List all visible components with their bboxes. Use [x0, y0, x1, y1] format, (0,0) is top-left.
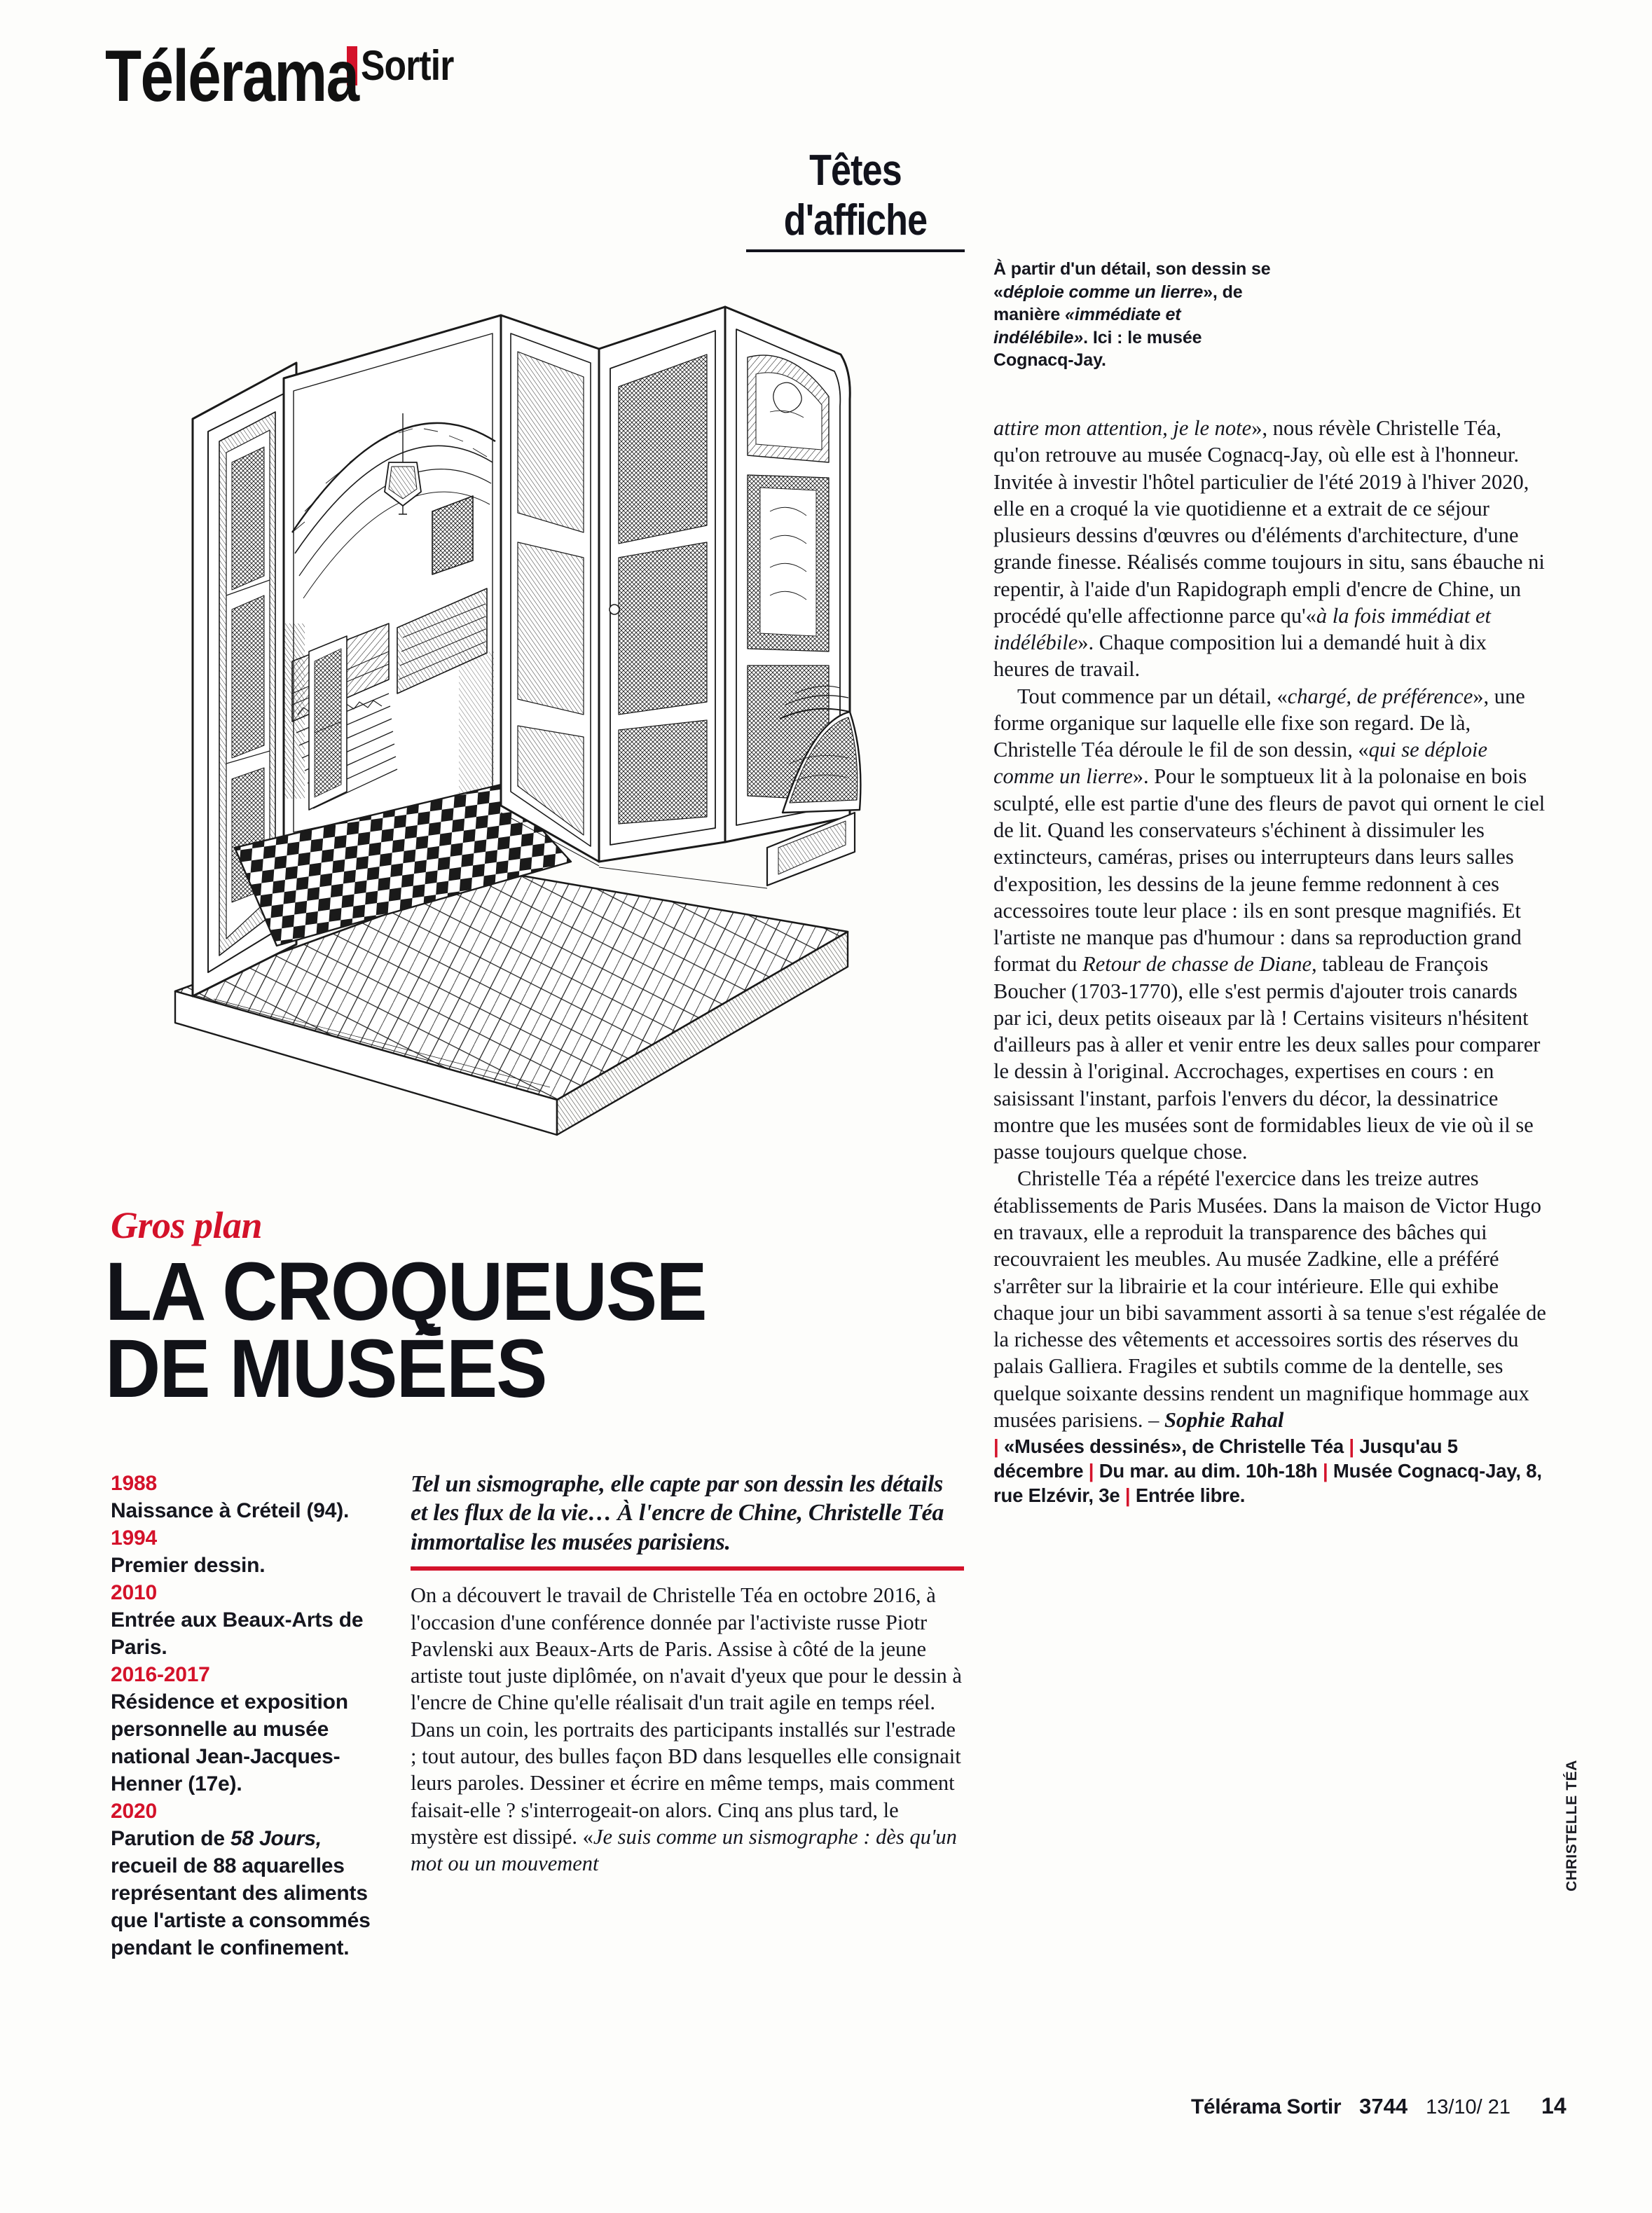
right-p1-quote-open: attire mon attention, je le note: [993, 416, 1252, 440]
right-paragraph-2: [993, 683, 1547, 1166]
practical-item-2: Jusqu'au 5 décembre: [993, 1435, 1458, 1482]
timeline-year: 2010: [111, 1581, 157, 1604]
illustration-museum-drawing: [109, 231, 921, 1226]
timeline-text: Résidence et exposition personnelle au musée national Jean-Jacques-Henner (17e).: [111, 1690, 348, 1795]
red-divider-rule: [411, 1566, 964, 1571]
biography-timeline: [111, 1470, 384, 1962]
right-p2-em: chargé, de préférence: [1287, 684, 1473, 708]
right-paragraph-3: [993, 1165, 1547, 1433]
footer-date: 13/10/ 21: [1426, 2096, 1511, 2118]
caption-line-3-em: un lierre: [1134, 282, 1204, 302]
masthead-subtitle: Sortir: [360, 42, 454, 89]
masthead: [105, 36, 469, 117]
pipe-separator-icon: |: [1088, 1460, 1094, 1482]
practical-item-5: Entrée libre.: [1135, 1484, 1246, 1506]
timeline-text-a: Parution de: [111, 1827, 230, 1850]
timeline-year: 1988: [111, 1472, 157, 1495]
middle-body-text: [411, 1582, 964, 1877]
practical-item-1: «Musées dessinés», de Christelle Téa: [1003, 1435, 1344, 1458]
footer-publication: Télérama Sortir: [1191, 2095, 1342, 2118]
caption-line-2-em: déploie comme: [1003, 282, 1130, 302]
page-title: [105, 1246, 861, 1415]
timeline-text: Premier dessin.: [111, 1554, 266, 1577]
right-p1-a: », nous révèle Christelle Téa, qu'on retrouve au musée Cognacq-Jay, où elle est à l'honneur. Invitée à investir l'hôtel particulier de l'été 2019 à l'hiver 2020, elle en a croqué la vie quotidienne et a extrait de ce séjour plusieurs dessins d'œuvres ou d'éléments d'architecture, d'une grande finesse. Réalisés comme toujours in situ, sans ébauche ni repentir, à l'aide d'un Rapidograph empli d'encre de Chine, un procédé qu'elle affectionne parce qu'«: [993, 416, 1545, 628]
mid-p1-a: On a découvert le travail de Christelle Téa en octobre 2016, à l'occasion d'une conférence donnée par l'activiste russe Piotr Pavlenski aux Beaux-Arts de Paris. Assise à côté de la jeune artiste tout juste diplômée, on n'avait d'yeux que pour le dessin à l'encre de Chine qu'elle réalisait d'un trait agile en temps réel. Dans un coin, les portraits des participants installés sur l'estrade ; tout autour, des bulles façon BD dans lesquelles elle consignait leurs paroles. Dessiner et écrire en même temps, mais comment faisait-elle ? s'interrogeait-on alors. Cinq ans plus tard, le mystère est dissipé. «: [411, 1583, 962, 1849]
caption-line-5: Ici : le musée Cognacq-Jay.: [993, 327, 1202, 370]
timeline-entry: [111, 1798, 384, 1962]
masthead-title: Télérama: [105, 36, 359, 117]
rubric-label: Têtes d'affiche: [783, 146, 928, 244]
caption-line-1: À partir d'un détail, son: [993, 259, 1187, 279]
masthead-sortir-lockup: [347, 42, 469, 89]
caption-line-3b: », de manière: [993, 282, 1243, 324]
practical-info: [993, 1435, 1547, 1508]
right-p2-em3: Retour de chasse de Diane,: [1082, 952, 1317, 977]
practical-item-3: Du mar. au dim. 10h-18h: [1099, 1460, 1318, 1482]
photo-credit-vertical: CHRISTELLE TÉA: [1564, 1759, 1580, 1891]
caption-line-2a: dessin se «: [993, 259, 1271, 302]
timeline-text: Naissance à Créteil (94).: [111, 1499, 350, 1522]
right-p2-b: », une forme organique sur laquelle elle fixe son regard. De là, Christelle Téa déroule le fil de son dessin, «: [993, 684, 1525, 762]
right-p2-d: tableau de François Boucher (1703-1770), elle s'est permis d'ajouter trois canards par ici, deux petits oiseaux par là ! Certains visiteurs n'hésitent d'ailleurs pas à aller et venir entre les deux salles pour comparer le dessin à l'original. Accrochages, expertises en cours : en saisissant l'instant, parfois l'envers du décor, la dessinatrice montre que les musées sont de formidables lieux de vie où il se passe toujours quelque chose.: [993, 952, 1541, 1164]
footer-issue-number: 3744: [1359, 2094, 1408, 2118]
photo-caption: [993, 258, 1274, 372]
right-p2-a: Tout commence par un détail, «: [1017, 684, 1288, 708]
timeline-entry: [111, 1470, 384, 1524]
pipe-separator-icon: |: [1349, 1435, 1354, 1458]
timeline-year: 2016-2017: [111, 1663, 210, 1686]
footer-page-number: 14: [1541, 2093, 1567, 2118]
article-middle-column: [411, 1470, 964, 1877]
timeline-text: Entrée aux Beaux-Arts de Paris.: [111, 1608, 364, 1659]
article-standfirst: Tel un sismographe, elle capte par son dessin les détails et les flux de la vie… À l'encre de Chine, Christelle Téa immortalise les musées parisiens.: [411, 1471, 944, 1555]
article-body-right-column: [993, 415, 1547, 1508]
practical-item-4: Musée Cognacq-Jay, 8, rue Elzévir, 3e: [993, 1460, 1542, 1506]
mid-paragraph-1: [411, 1582, 964, 1877]
right-p2-c: ». Pour le somptueux lit à la polonaise en bois sculpté, elle est partie d'une des fleurs de pavot qui ornent le ciel de lit. Quand les conservateurs s'échinent à dissimuler les extincteurs, caméras, prises ou interrupteurs dans leurs salles d'exposition, les dessins de la jeune femme redonnent à ces accessoires toute leur place : ils en sont presque magnifiés. Et l'artiste ne manque pas d'humour : dans sa reproduction grand format du: [993, 764, 1546, 977]
timeline-text-b: recueil de 88 aquarelles représentant des aliments que l'artiste a consommés pendant le confinement.: [111, 1854, 371, 1959]
headline-line-1: LA CROQUEUSE: [105, 1246, 706, 1338]
timeline-entry: [111, 1661, 384, 1798]
timeline-year: 2020: [111, 1800, 157, 1823]
timeline-year: 1994: [111, 1526, 157, 1550]
article-byline: Sophie Rahal: [1164, 1407, 1284, 1432]
timeline-entry: [111, 1579, 384, 1661]
right-paragraph-1: [993, 415, 1547, 683]
timeline-entry: [111, 1524, 384, 1579]
headline-line-2: DE MUSÉES: [105, 1322, 546, 1415]
right-p3: Christelle Téa a répété l'exercice dans les treize autres établissements de Paris Musées. Dans la maison de Victor Hugo en travaux, elle a reproduit la transparence des bâches qui recouvraient les meubles. Au musée Zadkine, elle a préféré s'arrêter sur la librairie et la cour intérieure. Elle qui exhibe chaque jour un bibi savamment assorti à sa tenue s'est régalée de la richesse des vêtements et accessoires sortis des réserves du palais Galliera. Fragiles et subtils comme de la dentelle, ses quelque soixante dessins rendent un magnifique hommage aux musées parisiens. –: [993, 1166, 1546, 1432]
caption-line-4b: .: [1083, 327, 1088, 347]
mid-p1-em: Je suis comme un sismographe : dès qu'un mot ou un mouvement: [411, 1824, 957, 1876]
right-p2-em2: qui se déploie comme un lierre: [993, 738, 1488, 789]
section-kicker: Gros plan: [111, 1204, 263, 1246]
pipe-separator-icon: |: [993, 1435, 999, 1458]
right-p1-quote-2: à la fois immédiat et indélébile: [993, 603, 1491, 655]
pipe-separator-icon: |: [1124, 1484, 1131, 1506]
caption-line-4-em: «immédiate et indélébile»: [993, 305, 1181, 347]
right-p1-b: ». Chaque composition lui a demandé huit à dix heures de travail.: [993, 630, 1487, 682]
page-footer: [1191, 2093, 1567, 2119]
timeline-text-em: 58 Jours,: [230, 1827, 322, 1850]
pipe-separator-icon: |: [1322, 1460, 1328, 1482]
